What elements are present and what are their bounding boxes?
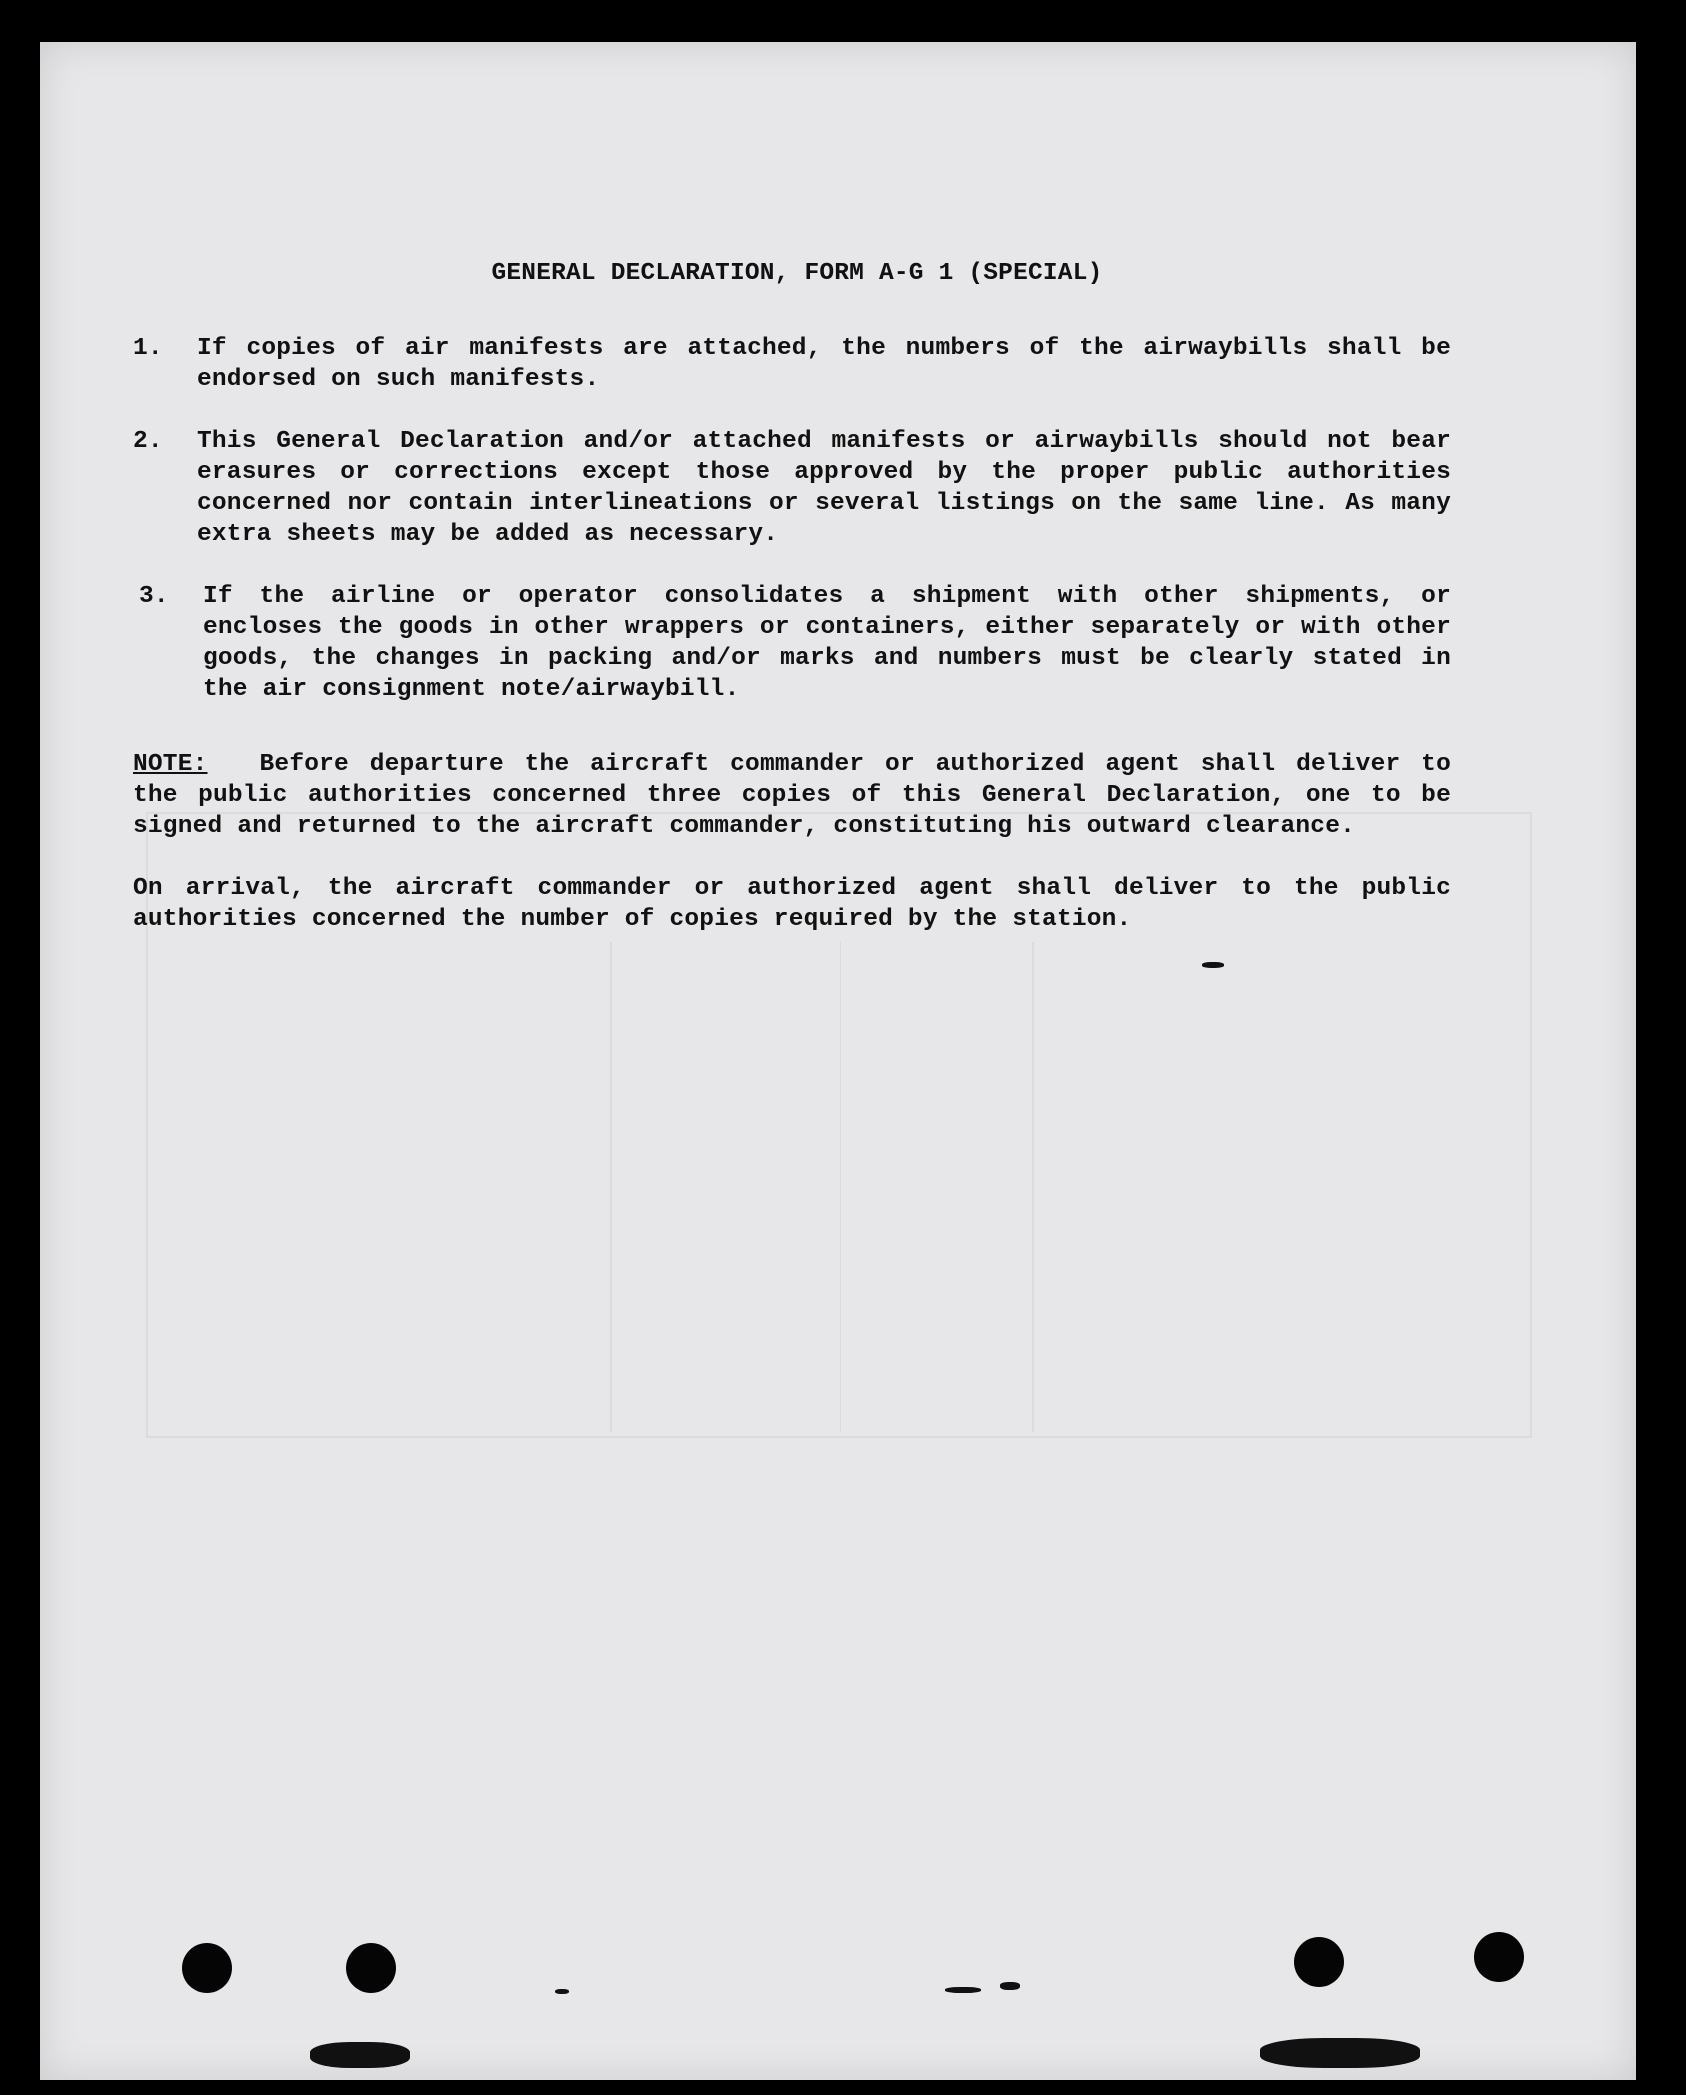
note-label: NOTE: [133, 751, 208, 778]
punch-hole-left-1 [182, 1943, 232, 1993]
show-through-divider [840, 942, 841, 1432]
item-number: 3. [139, 583, 169, 610]
edge-mark-right [1260, 2038, 1420, 2068]
note-paragraph [133, 749, 1451, 842]
arrival-paragraph: On arrival, the aircraft commander or authorized agent shall deliver to the public authorities concerned the number of copies required by the station. [133, 875, 1451, 933]
ink-speck-4 [1202, 962, 1224, 968]
list-item [133, 426, 1451, 550]
ink-speck-2 [945, 1987, 981, 1993]
item-number: 1. [133, 335, 163, 362]
edge-mark-left [310, 2042, 410, 2068]
punch-hole-left-2 [346, 1943, 396, 1993]
item-text: This General Declaration and/or attached manifests or airwaybills should not bear erasures or corrections except those approved by the proper public authorities concerned nor contain interlineations or several listings on the same line. As many extra sheets may be added as necessary. [197, 428, 1451, 548]
ink-speck-1 [555, 1989, 569, 1994]
item-text: If copies of air manifests are attached, the numbers of the airwaybills shall be endorsed on such manifests. [197, 335, 1451, 393]
ink-speck-3 [1000, 1982, 1020, 1990]
list-item [133, 581, 1451, 705]
document-body [133, 258, 1451, 935]
item-text: If the airline or operator consolidates a shipment with other shipments, or encloses the goods in other wrappers or containers, either separately or with other goods, the changes in packing and/or marks and numbers must be clearly stated in the air consignment note/airwaybill. [203, 583, 1451, 703]
document-title: GENERAL DECLARATION, FORM A-G 1 (SPECIAL) [491, 260, 1103, 287]
show-through-columns [610, 942, 1034, 1432]
punch-hole-right-1 [1294, 1937, 1344, 1987]
item-number: 2. [133, 428, 163, 455]
list-item [133, 333, 1451, 395]
note-text: Before departure the aircraft commander or authorized agent shall deliver to the public authorities concerned three copies of this General Declaration, one to be signed and returned to the aircraft commander, constituting his outward clearance. [133, 751, 1451, 840]
punch-hole-right-2 [1474, 1932, 1524, 1982]
